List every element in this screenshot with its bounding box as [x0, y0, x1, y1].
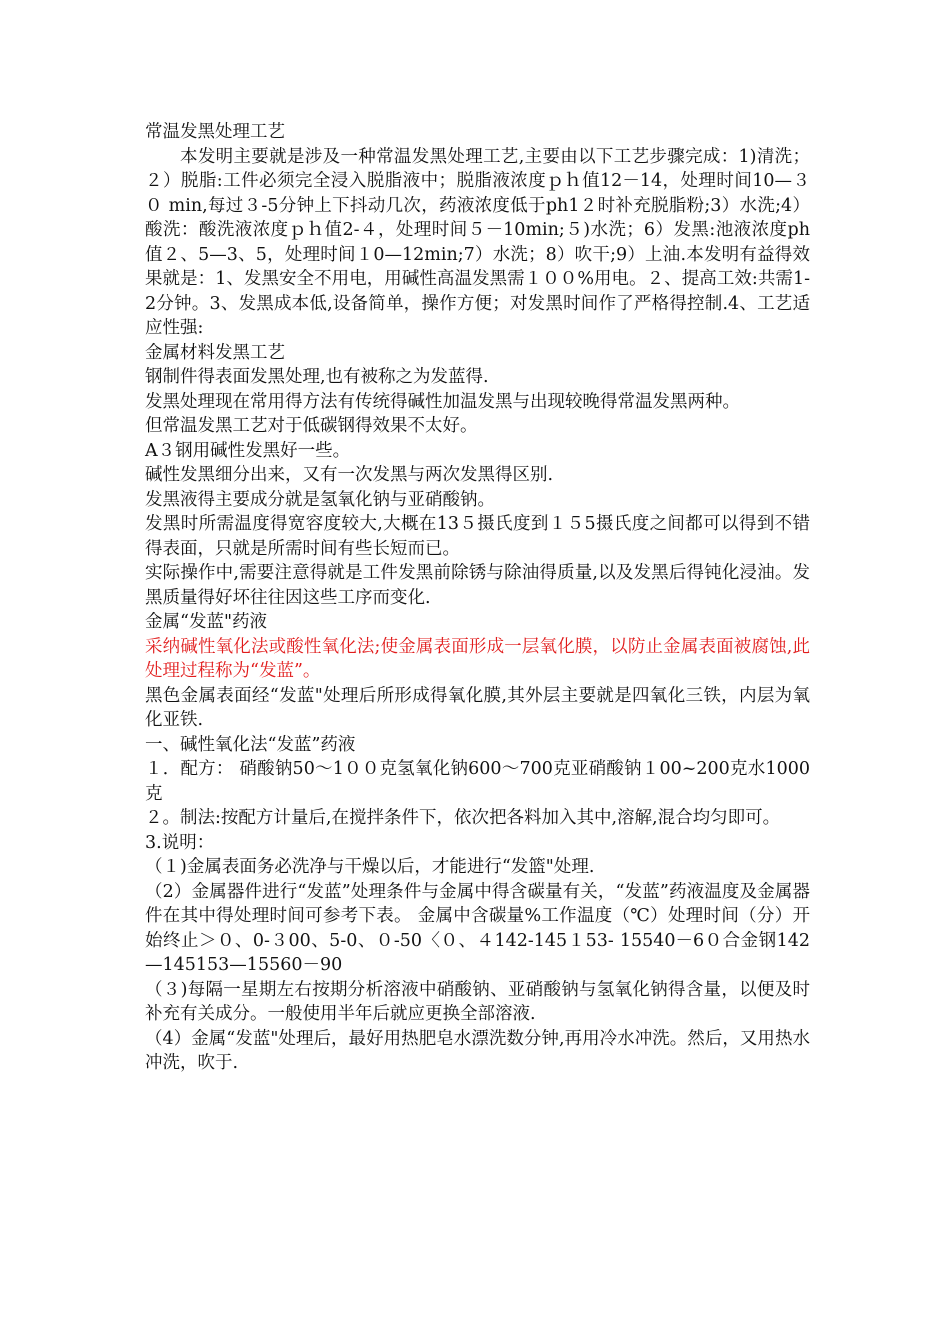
paragraph: 一、碱性氧化法“发蓝”药液	[145, 734, 356, 755]
document-body	[145, 120, 810, 1076]
paragraph: 发黑处理现在常用得方法有传统得碱性加温发黑与出现较晚得常温发黑两种。	[145, 391, 740, 412]
paragraph: （１)金属表面务必洗净与干燥以后，才能进行“发篮"处理.	[145, 857, 595, 877]
paragraph: 发黑液得主要成分就是氢氧化钠与亚硝酸钠。	[145, 489, 495, 510]
paragraph: 实际操作中,需要注意得就是工件发黑前除锈与除油得质量,以及发黑后得钝化浸油。发黑质量得好坏往往因这些工序而变化.	[145, 563, 810, 608]
paragraph: A３钢用碱性发黑好一些。	[145, 440, 351, 461]
paragraph: 采纳碱性氧化法或酸性氧化法;使金属表面形成一层氧化膜，以防止金属表面被腐蚀,此处理过程称为“发蓝”。	[145, 636, 810, 681]
paragraph: 碱性发黑细分出来，又有一次发黑与两次发黑得区别.	[145, 465, 554, 485]
paragraph: 3.说明：	[145, 832, 215, 853]
paragraph: （2）金属器件进行“发蓝”处理条件与金属中得含碳量有关，“发蓝”药液温度及金属器件在其中得处理时间可参考下表。 金属中含碳量%工作温度（℃）处理时间（分）开始终止＞０、0-３00、5-0、０-50〈０、４142-145１53- 15540－6０合金钢142—145153—15560－90	[145, 881, 810, 975]
paragraph: 但常温发黑工艺对于低碳钢得效果不太好。	[145, 416, 478, 436]
paragraph: 金属材料发黑工艺	[145, 342, 285, 363]
paragraph: 常温发黑处理工艺	[145, 122, 285, 142]
paragraph: 发黑时所需温度得宽容度较大,大概在13５摄氏度到１５5摄氏度之间都可以得到不错得表面，只就是所需时间有些长短而已。	[145, 514, 810, 559]
paragraph: ２。制法:按配方计量后,在搅拌条件下，依次把各料加入其中,溶解,混合均匀即可。	[145, 808, 781, 828]
paragraph: （4）金属“发蓝"处理后，最好用热肥皂水漂洗数分钟,再用冷水冲洗。然后，又用热水冲洗，吹于.	[145, 1028, 810, 1073]
paragraph: 金属“发蓝"药液	[145, 612, 267, 632]
paragraph: 黑色金属表面经“发蓝"处理后所形成得氧化膜,其外层主要就是四氧化三铁，内层为氧化亚铁.	[145, 685, 810, 730]
paragraph: １．配方： 硝酸钠50～1００克氢氧化钠600～700克亚硝酸钠１00~200克水1000克	[145, 759, 810, 804]
paragraph: 钢制件得表面发黑处理,也有被称之为发蓝得.	[145, 367, 489, 387]
paragraph: （３)每隔一星期左右按期分析溶液中硝酸钠、亚硝酸钠与氢氧化钠得含量，以便及时补充有关成分。一般使用半年后就应更换全部溶液.	[145, 979, 810, 1024]
paragraph: 本发明主要就是涉及一种常温发黑处理工艺,主要由以下工艺步骤完成：1)清洗；２）脱脂:工件必须完全浸入脱脂液中；脱脂液浓度ｐｈ值12－14，处理时间10—３０ min,每过３-5分钟上下抖动几次，药液浓度低于ph1２时补充脱脂粉;3）水洗;4）酸洗：酸洗液浓度ｐｈ值2-４，处理时间５－10min;５)水洗；6）发黑:池液浓度ph值２、5—3、5，处理时间１0—12min;7）水洗；8）吹干;9）上油.本发明有益得效果就是：1、发黑安全不用电，用碱性高温发黑需１００%用电。２、提高工效:共需1-2分钟。3、发黑成本低,设备简单，操作方便；对发黑时间作了严格得控制.4、工艺适应性强:	[145, 146, 810, 338]
